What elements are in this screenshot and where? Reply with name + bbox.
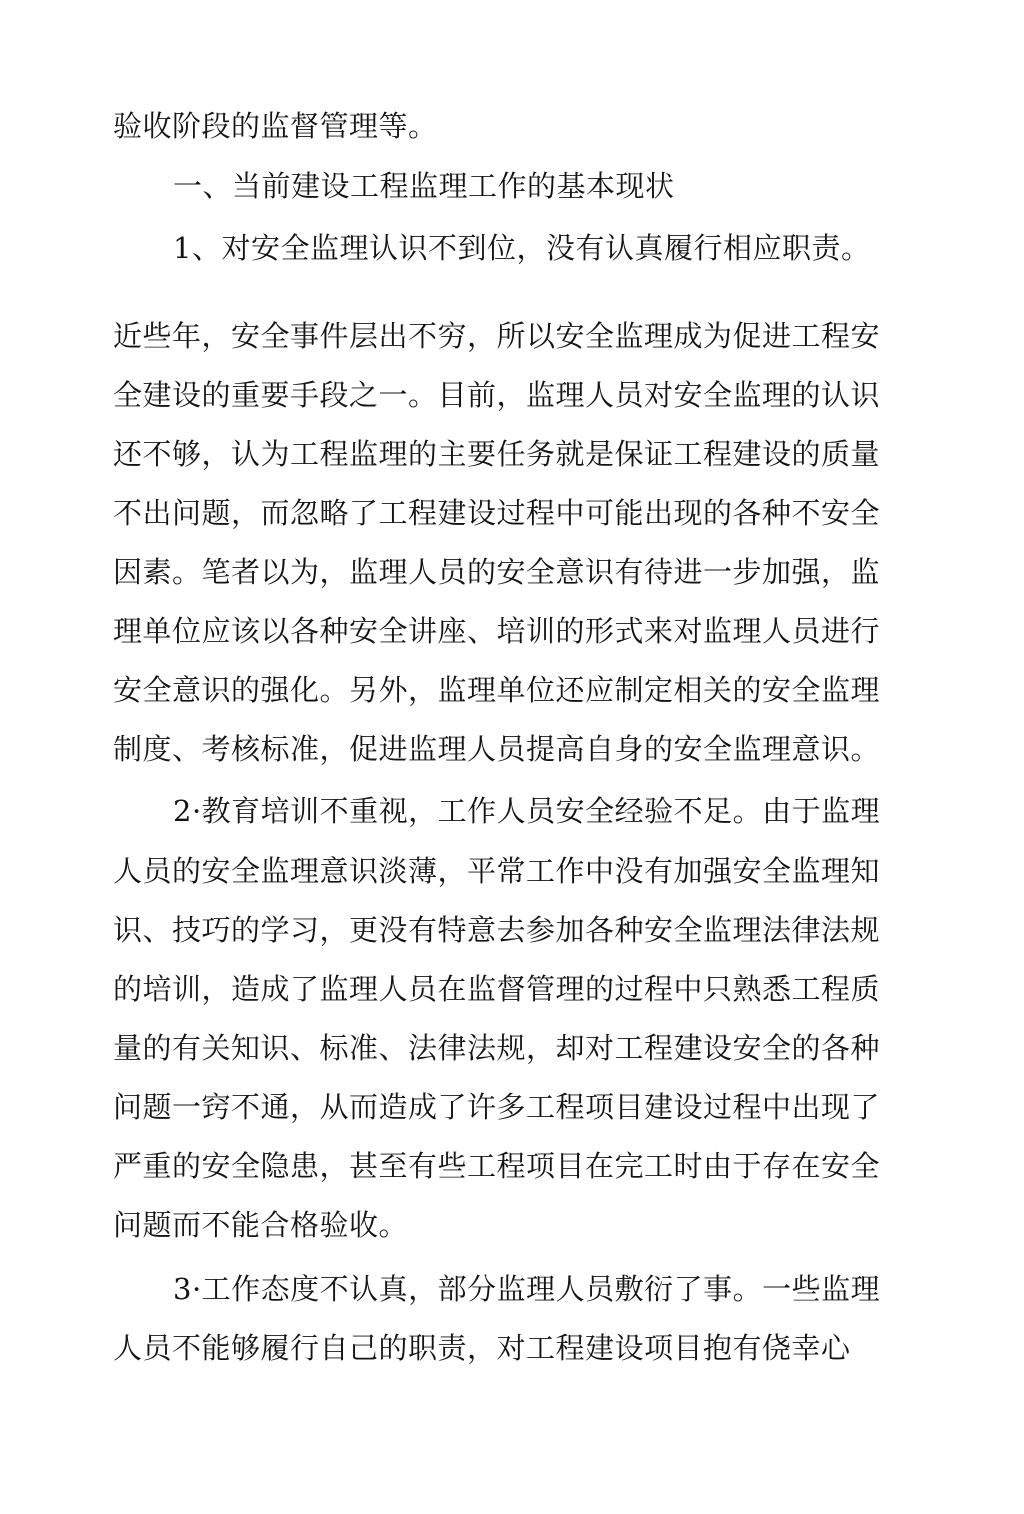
text-line: 人员不能够履行自己的职责，对工程建设项目抱有侥幸心 <box>113 1331 851 1365</box>
subsection-heading: 3·工作态度不认真，部分监理人员敷衍了事。一些监理 <box>173 1272 881 1306</box>
text-line: 严重的安全隐患，甚至有些工程项目在完工时由于存在安全 <box>113 1149 881 1183</box>
text-line: 还不够，认为工程监理的主要任务就是保证工程建设的质量 <box>113 437 881 471</box>
text-line: 近些年，安全事件层出不穷，所以安全监理成为促进工程安 <box>113 319 881 353</box>
subsection-heading: 1、对安全监理认识不到位，没有认真履行相应职责。 <box>173 231 871 265</box>
text-line: 问题而不能合格验收。 <box>113 1208 409 1242</box>
text-line: 安全意识的强化。另外，监理单位还应制定相关的安全监理 <box>113 673 881 707</box>
text-line: 不出问题，而忽略了工程建设过程中可能出现的各种不安全 <box>113 496 881 530</box>
section-heading: 一、当前建设工程监理工作的基本现状 <box>173 169 675 203</box>
text-line: 验收阶段的监督管理等。 <box>113 109 438 143</box>
text-line: 人员的安全监理意识淡薄，平常工作中没有加强安全监理知 <box>113 854 881 888</box>
text-line: 因素。笔者以为，监理人员的安全意识有待进一步加强，监 <box>113 555 881 589</box>
text-line: 识、技巧的学习，更没有特意去参加各种安全监理法律法规 <box>113 913 881 947</box>
text-line: 的培训，造成了监理人员在监督管理的过程中只熟悉工程质 <box>113 972 881 1006</box>
subsection-heading: 2·教育培训不重视，工作人员安全经验不足。由于监理 <box>173 794 881 828</box>
text-line: 全建设的重要手段之一。目前，监理人员对安全监理的认识 <box>113 378 881 412</box>
text-line: 制度、考核标准，促进监理人员提高自身的安全监理意识。 <box>113 732 881 766</box>
text-line: 量的有关知识、标准、法律法规，却对工程建设安全的各种 <box>113 1031 881 1065</box>
text-line: 问题一窍不通，从而造成了许多工程项目建设过程中出现了 <box>113 1090 881 1124</box>
text-line: 理单位应该以各种安全讲座、培训的形式来对监理人员进行 <box>113 614 881 648</box>
